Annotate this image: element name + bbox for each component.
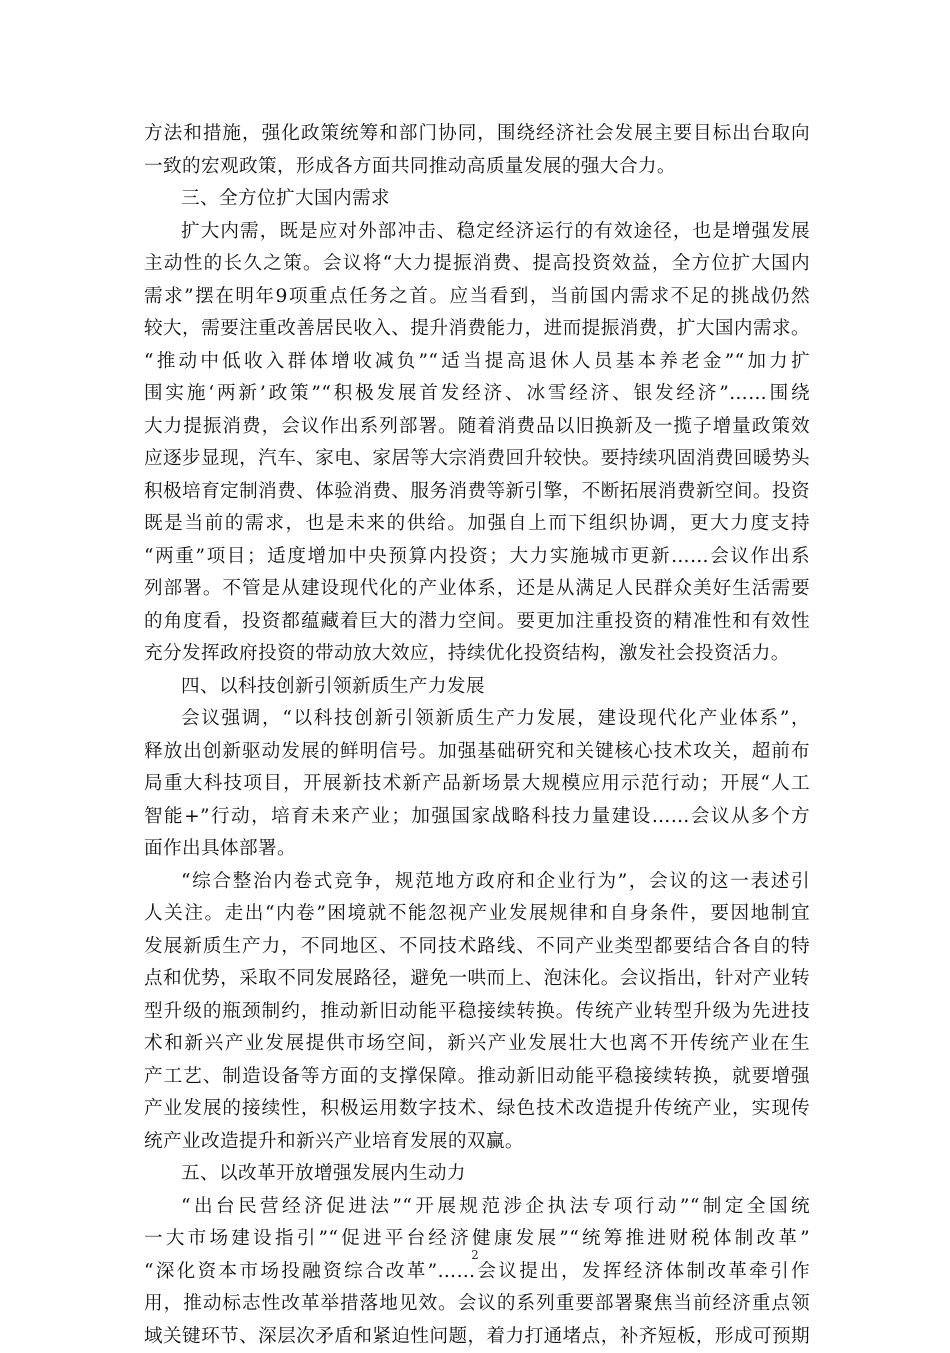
- paragraph-line: 列部署。不管是从建设现代化的产业体系，还是从满足人民群众美好生活需要: [144, 573, 810, 606]
- paragraph-first-line: “综合整治内卷式竞争，规范地方政府和企业行为”，会议的这一表述引: [144, 866, 810, 899]
- paragraph-line: 主动性的长久之策。会议将“大力提振消费、提高投资效益，全方位扩大国内: [144, 248, 810, 281]
- paragraph-line: 的角度看，投资都蕴藏着巨大的潜力空间。要更加注重投资的精准性和有效性: [144, 606, 810, 639]
- paragraph-line: 方法和措施，强化政策统筹和部门协同，围绕经济社会发展主要目标出台取向: [144, 118, 810, 151]
- paragraph-line: 积极培育定制消费、体验消费、服务消费等新引擎，不断拓展消费新空间。投资: [144, 476, 810, 509]
- page-number: 2: [0, 1248, 950, 1262]
- section-heading: 四、以科技创新引领新质生产力发展: [144, 671, 810, 704]
- paragraph-line: 围实施‘两新’政策”“积极发展首发经济、冰雪经济、银发经济”……围绕: [144, 378, 810, 411]
- paragraph-line: 用，推动标志性改革举措落地见效。会议的系列重要部署聚焦当前经济重点领: [144, 1288, 810, 1321]
- paragraph-line: 产工艺、制造设备等方面的支撑保障。推动新旧动能平稳接续转换，就要增强: [144, 1061, 810, 1094]
- paragraph-line: 域关键环节、深层次矛盾和紧迫性问题，着力打通堵点，补齐短板，形成可预期: [144, 1321, 810, 1353]
- paragraph-line: “深化资本市场投融资综合改革”……会议提出，发挥经济体制改革牵引作: [144, 1256, 810, 1289]
- paragraph-first-line: “出台民营经济促进法”“开展规范涉企执法专项行动”“制定全国统: [144, 1191, 810, 1224]
- paragraph-line: 术和新兴产业发展提供市场空间，新兴产业发展壮大也离不开传统产业在生: [144, 1028, 810, 1061]
- paragraph-first-line: 扩大内需，既是应对外部冲击、稳定经济运行的有效途径，也是增强发展: [144, 216, 810, 249]
- paragraph-line: 需求”摆在明年9项重点任务之首。应当看到，当前国内需求不足的挑战仍然: [144, 281, 810, 314]
- paragraph-line: 较大，需要注重改善居民收入、提升消费能力，进而提振消费，扩大国内需求。: [144, 313, 810, 346]
- paragraph-line: 发展新质生产力，不同地区、不同技术路线、不同产业类型都要结合各自的特: [144, 931, 810, 964]
- paragraph-line: 点和优势，采取不同发展路径，避免一哄而上、泡沫化。会议指出，针对产业转: [144, 963, 810, 996]
- paragraph-line: “两重”项目；适度增加中央预算内投资；大力实施城市更新……会议作出系: [144, 541, 810, 574]
- paragraph-line: 一大市场建设指引”“促进平台经济健康发展”“统筹推进财税体制改革”: [144, 1223, 810, 1256]
- paragraph-line: 应逐步显现，汽车、家电、家居等大宗消费回升较快。要持续巩固消费回暖势头: [144, 443, 810, 476]
- paragraph-line: 释放出创新驱动发展的鲜明信号。加强基础研究和关键核心技术攻关，超前布: [144, 736, 810, 769]
- paragraph-first-line: 会议强调，“以科技创新引领新质生产力发展，建设现代化产业体系”，: [144, 703, 810, 736]
- paragraph-line: 型升级的瓶颈制约，推动新旧动能平稳接续转换。传统产业转型升级为先进技: [144, 996, 810, 1029]
- paragraph-line: 既是当前的需求，也是未来的供给。加强自上而下组织协调，更大力度支持: [144, 508, 810, 541]
- paragraph-line: 大力提振消费，会议作出系列部署。随着消费品以旧换新及一揽子增量政策效: [144, 411, 810, 444]
- paragraph-last-line: 充分发挥政府投资的带动放大效应，持续优化投资结构，激发社会投资活力。: [144, 638, 810, 671]
- paragraph-last-line: 面作出具体部署。: [144, 833, 810, 866]
- paragraph-line: “推动中低收入群体增收减负”“适当提高退休人员基本养老金”“加力扩: [144, 346, 810, 379]
- paragraph-line: 智能+”行动，培育未来产业；加强国家战略科技力量建设……会议从多个方: [144, 801, 810, 834]
- paragraph-line: 局重大科技项目，开展新技术新产品新场景大规模应用示范行动；开展“人工: [144, 768, 810, 801]
- paragraph-line: 人关注。走出“内卷”困境就不能忽视产业发展规律和自身条件，要因地制宜: [144, 898, 810, 931]
- section-heading: 五、以改革开放增强发展内生动力: [144, 1158, 810, 1191]
- paragraph-last-line: 统产业改造提升和新兴产业培育发展的双赢。: [144, 1126, 810, 1159]
- paragraph-line: 产业发展的接续性，积极运用数字技术、绿色技术改造提升传统产业，实现传: [144, 1093, 810, 1126]
- paragraph-last-line: 一致的宏观政策，形成各方面共同推动高质量发展的强大合力。: [144, 151, 810, 184]
- document-body: [144, 118, 810, 1353]
- section-heading: 三、全方位扩大国内需求: [144, 183, 810, 216]
